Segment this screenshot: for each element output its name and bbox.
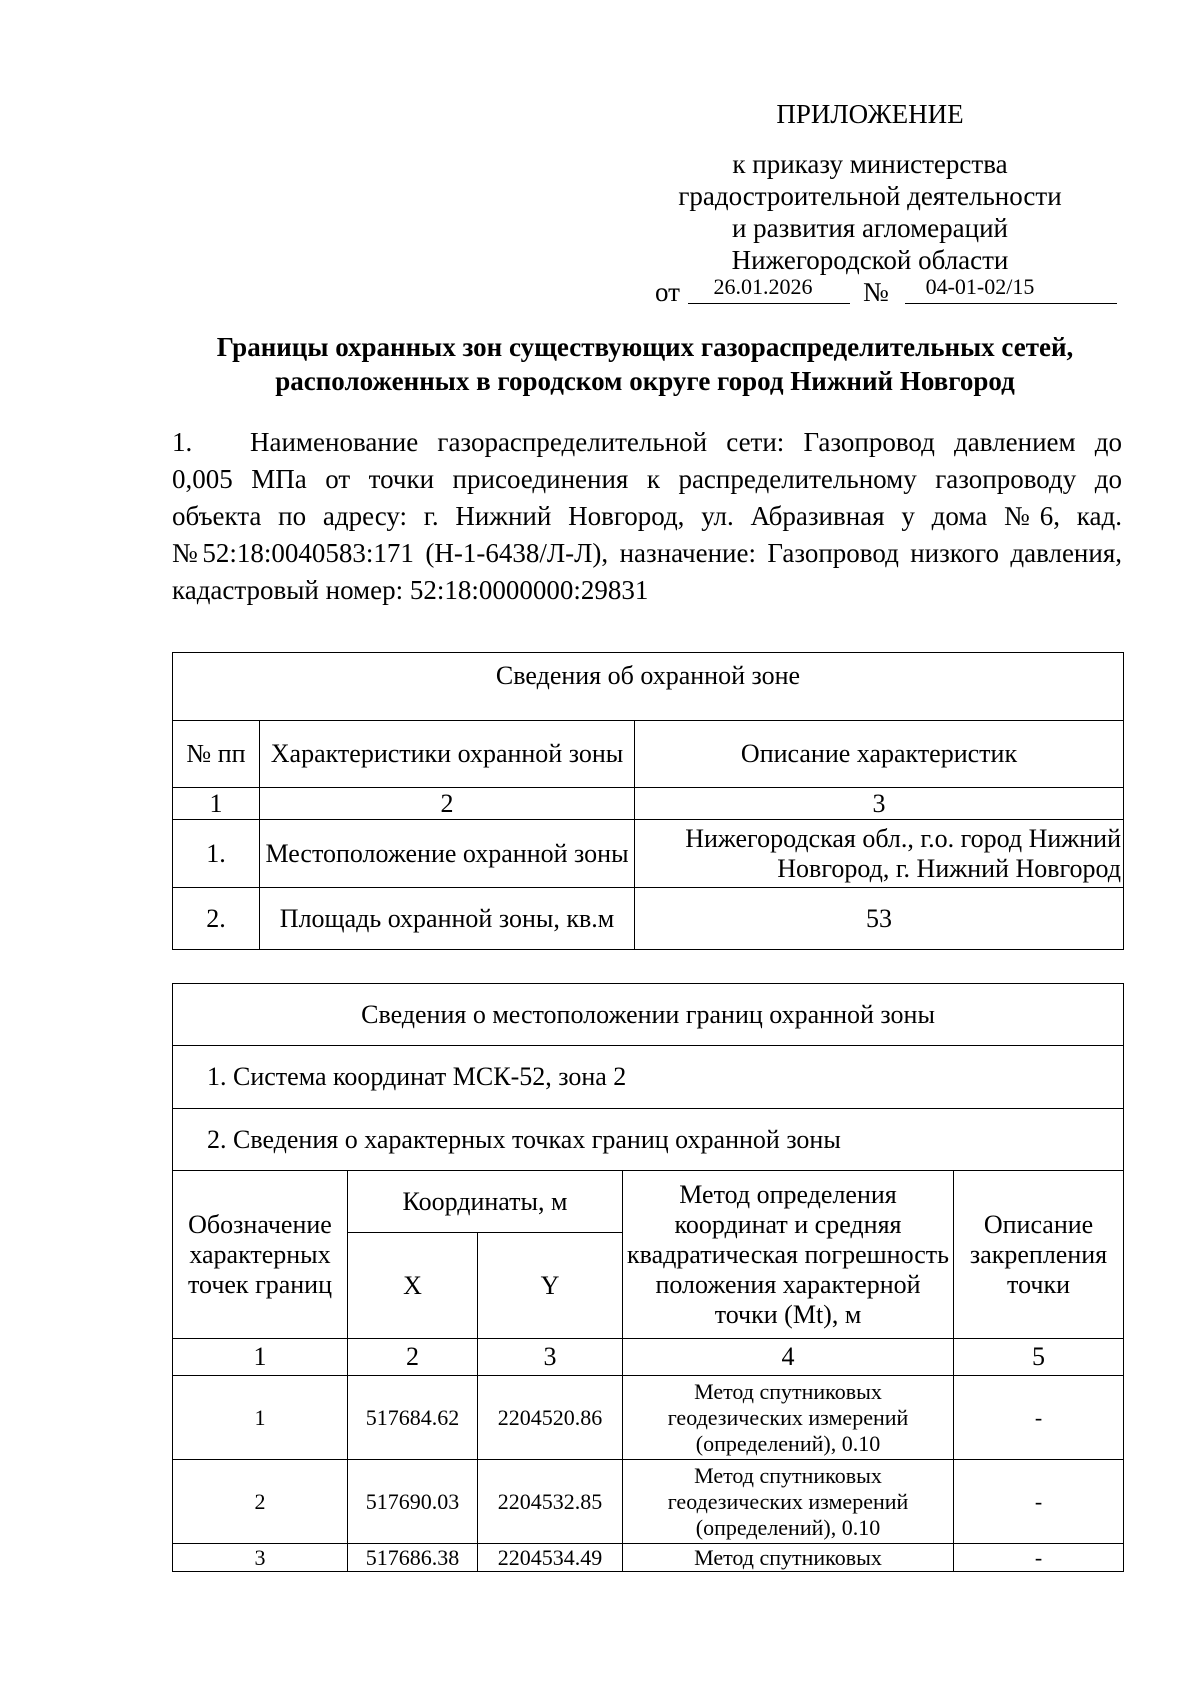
from-label: от	[655, 277, 680, 307]
point-fixing: -	[954, 1544, 1124, 1572]
col-number: 2	[348, 1339, 478, 1376]
appendix-line: градостроительной деятельности	[678, 181, 1062, 211]
header-description: Описание характеристик	[635, 721, 1124, 788]
order-date: 26.01.2026	[713, 274, 813, 299]
number-label: №	[863, 277, 889, 307]
point-x: 517684.62	[348, 1376, 478, 1460]
heading-line: расположенных в городском округе город Нижний Новгород	[275, 366, 1015, 396]
point-y: 2204532.85	[478, 1460, 623, 1544]
coord-system: 1. Система координат МСК-52, зона 2	[173, 1046, 1124, 1109]
point-fixing: -	[954, 1376, 1124, 1460]
table-row	[173, 1544, 1124, 1572]
number-underline	[905, 303, 1117, 304]
col-number: 2	[260, 788, 635, 820]
appendix-subtitle	[640, 148, 1100, 276]
paragraph-number: 1.	[172, 427, 193, 457]
header-method: Метод определения координат и средняя квадратическая погрешность положения характерной точки (Mt), м	[623, 1171, 954, 1339]
point-method: Метод спутниковых геодезических измерений (определений), 0.10	[623, 1376, 954, 1460]
appendix-line: и развития агломераций	[731, 213, 1008, 243]
row-name: Площадь охранной зоны, кв.м	[260, 888, 635, 950]
point-y: 2204520.86	[478, 1376, 623, 1460]
points-title: 2. Сведения о характерных точках границ охранной зоны	[173, 1109, 1124, 1171]
point-id: 1	[173, 1376, 348, 1460]
zone-info-table	[172, 652, 1124, 950]
col-number: 5	[954, 1339, 1124, 1376]
row-value: Нижегородская обл., г.о. город Нижний Новгород, г. Нижний Новгород	[635, 820, 1124, 888]
table-row	[173, 820, 1124, 888]
point-fixing: -	[954, 1460, 1124, 1544]
order-date-number	[645, 272, 1120, 312]
col-number: 1	[173, 788, 260, 820]
header-designation: Обозначение характерных точек границ	[173, 1171, 348, 1339]
point-x: 517686.38	[348, 1544, 478, 1572]
document-heading	[170, 330, 1120, 398]
header-num: № пп	[173, 721, 260, 788]
col-number: 3	[635, 788, 1124, 820]
point-y: 2204534.49	[478, 1544, 623, 1572]
row-num: 1.	[173, 820, 260, 888]
appendix-line: Нижегородской области	[731, 245, 1009, 275]
col-number: 1	[173, 1339, 348, 1376]
table-row	[173, 888, 1124, 950]
order-number: 04-01-02/15	[925, 274, 1035, 299]
appendix-title: ПРИЛОЖЕНИЕ	[776, 99, 964, 129]
heading-line: Границы охранных зон существующих газораспределительных сетей,	[216, 332, 1074, 362]
appendix-line: к приказу министерства	[732, 149, 1008, 179]
coordinates-table	[172, 983, 1124, 1572]
point-id: 2	[173, 1460, 348, 1544]
row-value: 53	[635, 888, 1124, 950]
header-x: X	[348, 1233, 478, 1339]
paragraph-text: Наименование газораспределительной сети: Газопровод давлением до 0,005 МПа от точки присоединения к распределительному газопроводу до объекта по адресу: г. Нижний Новгород, ул. Абразивная у дома №6, кад. №52:18:0040583:171 (Н-1-6438/Л-Л), назначение: Газопровод низкого давления, кадастровый номер: 52:18:0000000:29831	[172, 427, 1122, 605]
point-id: 3	[173, 1544, 348, 1572]
network-description	[172, 424, 1122, 609]
header-characteristics: Характеристики охранной зоны	[260, 721, 635, 788]
coord-table-title: Сведения о местоположении границ охранной зоны	[173, 984, 1124, 1046]
row-name: Местоположение охранной зоны	[260, 820, 635, 888]
col-number: 4	[623, 1339, 954, 1376]
header-y: Y	[478, 1233, 623, 1339]
header-coords: Координаты, м	[348, 1171, 623, 1233]
date-underline	[688, 303, 850, 304]
col-number: 3	[478, 1339, 623, 1376]
zone-table-title: Сведения об охранной зоне	[173, 653, 1124, 721]
row-num: 2.	[173, 888, 260, 950]
table-row	[173, 1376, 1124, 1460]
point-method: Метод спутниковых	[623, 1544, 954, 1572]
table-row	[173, 1460, 1124, 1544]
point-x: 517690.03	[348, 1460, 478, 1544]
header-fixing: Описание закрепления точки	[954, 1171, 1124, 1339]
point-method: Метод спутниковых геодезических измерений (определений), 0.10	[623, 1460, 954, 1544]
